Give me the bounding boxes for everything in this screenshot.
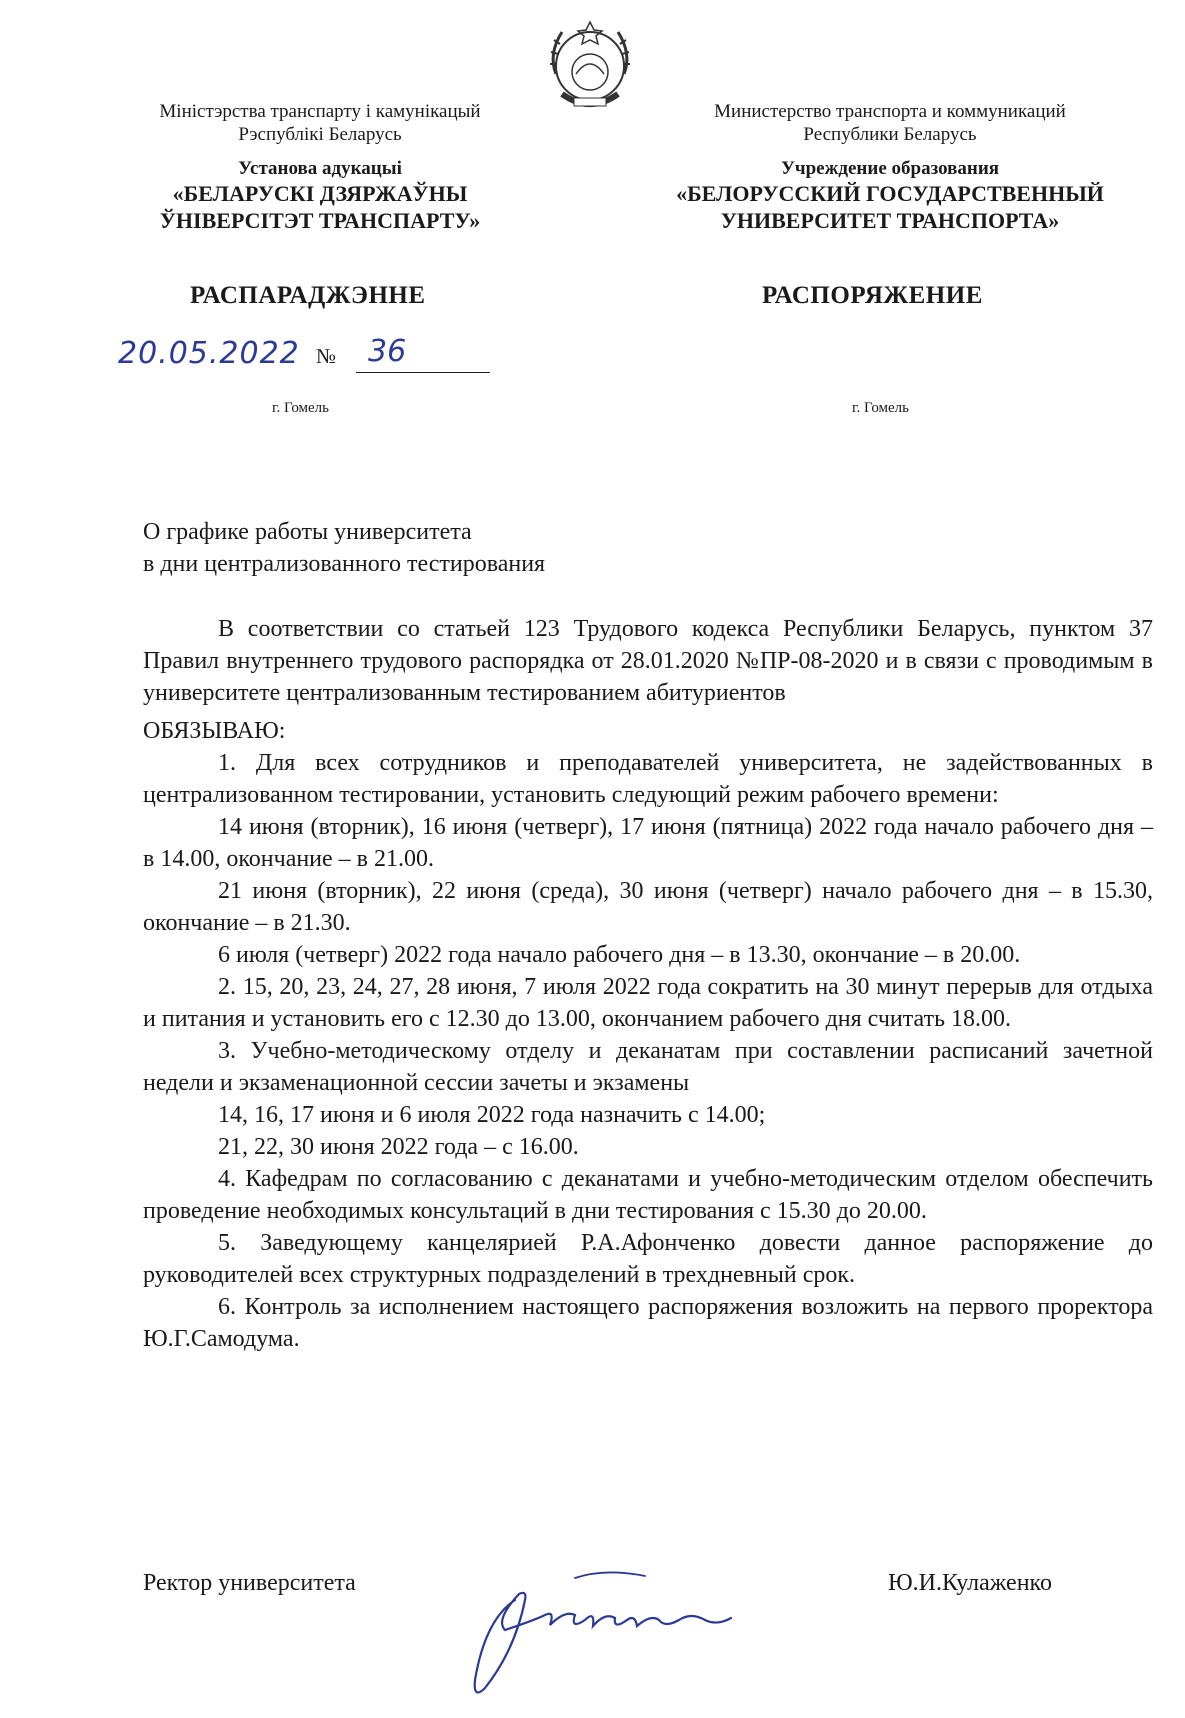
ministry-name-ru-line1: Министерство транспорта и коммуникаций — [714, 101, 1066, 122]
paragraph-3-item-b: 21, 22, 30 июня 2022 года – с 16.00. — [218, 1134, 579, 1160]
obligate-heading: ОБЯЗЫВАЮ: — [143, 718, 286, 744]
document-subject — [143, 516, 743, 580]
signatory-name: Ю.И.Кулаженко — [888, 1570, 1052, 1596]
institution-name-ru-line2: УНИВЕРСИТЕТ ТРАНСПОРТА» — [720, 208, 1060, 233]
subject-line1: О графике работы университета — [143, 519, 472, 545]
header-right — [660, 100, 1120, 234]
paragraph-1-schedule-c: 6 июля (четверг) 2022 года начало рабочего дня – в 13.30, окончание – в 20.00. — [218, 942, 1021, 968]
handwritten-number: 36 — [368, 334, 407, 369]
header-left — [110, 100, 530, 234]
ministry-name-be-line2: Рэспублікі Беларусь — [238, 124, 402, 145]
subject-line2: в дни централизованного тестирования — [143, 551, 546, 577]
institution-type-be: Установа адукацыі — [238, 158, 402, 179]
institution-type-ru: Учреждение образования — [780, 158, 1000, 179]
handwritten-signature — [455, 1560, 765, 1710]
state-emblem-icon — [536, 14, 644, 120]
paragraph-2: 2. 15, 20, 23, 24, 27, 28 июня, 7 июля 2022 года сократить на 30 минут перерыв для отдыха и питания и установить его с 12.30 до 13.00, окончанием рабочего дня считать 18.00. — [143, 974, 1153, 1032]
paragraph-4: 4. Кафедрам по согласованию с деканатами и учебно-методическим отделом обеспечить проведение необходимых консультаций в дни тестирования с 15.30 до 20.00. — [143, 1166, 1153, 1224]
institution-name-ru-line1: «БЕЛОРУССКИЙ ГОСУДАРСТВЕННЫЙ — [676, 181, 1104, 206]
institution-name-be-line2: ЎНІВЕРСІТЭТ ТРАНСПАРТУ» — [159, 208, 481, 233]
document-type-be: РАСПАРАДЖЭННЕ — [190, 282, 426, 309]
paragraph-6: 6. Контроль за исполнением настоящего распоряжения возложить на первого проректора Ю.Г.Самодума. — [143, 1294, 1153, 1352]
document-body — [143, 613, 1153, 1355]
handwritten-date: 20.05.2022 — [118, 336, 300, 371]
paragraph-1-schedule-a: 14 июня (вторник), 16 июня (четверг), 17 июня (пятница) 2022 года начало рабочего дня – в 14.00, окончание – в 21.00. — [143, 814, 1153, 872]
paragraph-1-schedule-b: 21 июня (вторник), 22 июня (среда), 30 июня (четверг) начало рабочего дня – в 15.30, окончание – в 21.30. — [143, 878, 1153, 936]
number-underline — [356, 372, 490, 373]
ministry-name-be-line1: Міністэрства транспарту і камунікацый — [159, 101, 481, 122]
paragraph-3: 3. Учебно-методическому отделу и деканатам при составлении расписаний зачетной недели и экзаменационной сессии зачеты и экзамены — [143, 1038, 1153, 1096]
paragraph-3-item-a: 14, 16, 17 июня и 6 июля 2022 года назначить с 14.00; — [218, 1102, 766, 1128]
paragraph-1: 1. Для всех сотрудников и преподавателей университета, не задействованных в централизованном тестировании, установить следующий режим рабочего времени: — [143, 750, 1153, 808]
institution-name-be-line1: «БЕЛАРУСКІ ДЗЯРЖАЎНЫ — [172, 181, 468, 206]
city-ru: г. Гомель — [852, 400, 910, 416]
document-type-ru: РАСПОРЯЖЕНИЕ — [762, 282, 983, 309]
signatory-title: Ректор университета — [143, 1570, 356, 1596]
preamble: В соответствии со статьей 123 Трудового кодекса Республики Беларусь, пунктом 37 Правил внутреннего трудового распорядка от 28.01.2020 №ПР-08-2020 и в связи с проводимым в университете централизованным тестированием абитуриентов — [143, 616, 1153, 706]
number-sign: № — [316, 344, 337, 368]
ministry-name-ru-line2: Республики Беларусь — [803, 124, 977, 145]
city-be: г. Гомель — [272, 400, 330, 416]
paragraph-5: 5. Заведующему канцелярией Р.А.Афонченко довести данное распоряжение до руководителей всех структурных подразделений в трехдневный срок. — [143, 1230, 1153, 1288]
registration-line — [118, 330, 490, 376]
